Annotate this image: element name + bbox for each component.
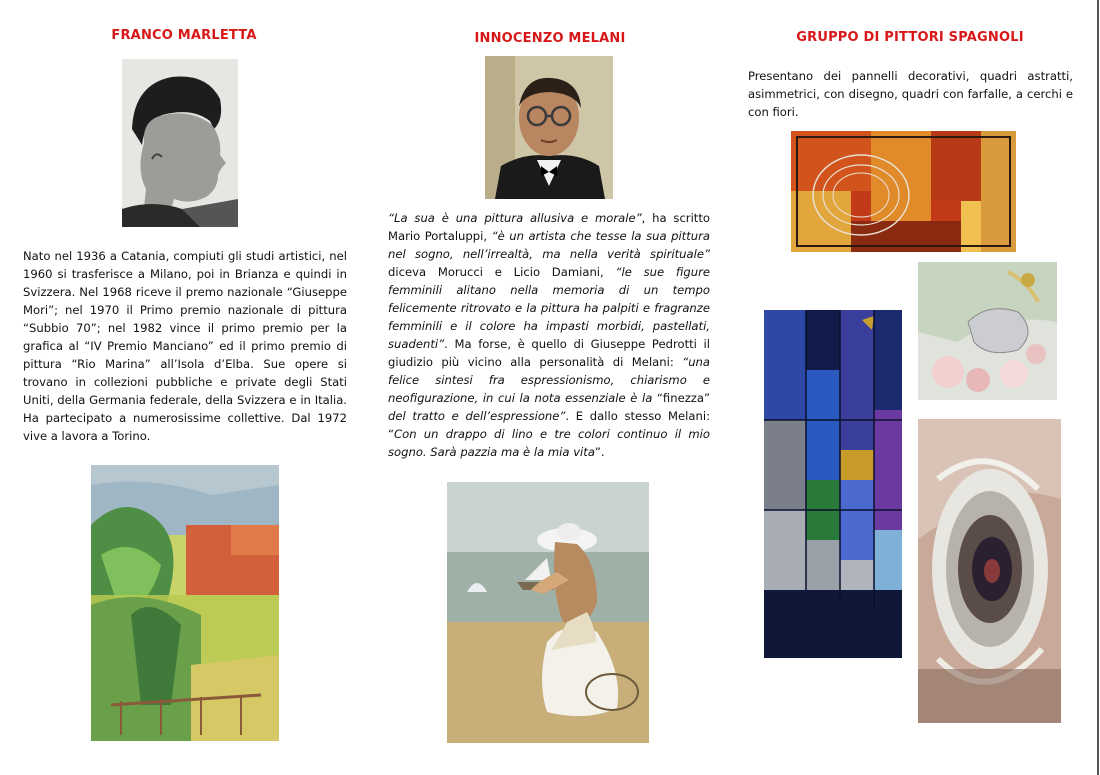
- spagnoli-flower-painting: [918, 262, 1057, 400]
- column-franco-marletta: [0, 0, 370, 775]
- melani-text-5: . E dallo stesso Melani: “: [388, 409, 710, 441]
- melani-title: INNOCENZO MELANI: [474, 31, 626, 46]
- melani-text-2: diceva Morucci e Licio Damiani,: [388, 265, 616, 279]
- melani-text-3: . Ma forse, è quello di Giuseppe Pedrotti il giudizio più vicino alla personalità di Melani:: [388, 337, 710, 369]
- marletta-title: FRANCO MARLETTA: [111, 28, 257, 43]
- spagnoli-title: GRUPPO DI PITTORI SPAGNOLI: [796, 30, 1024, 45]
- melani-quote-pedrotti-end: del tratto e dell’espressione”: [388, 409, 566, 423]
- melani-text-4: “finezza”: [656, 391, 710, 405]
- page-edge-line: [1097, 0, 1099, 775]
- spagnoli-decorative-panel: [791, 131, 1016, 252]
- melani-text-6: ”.: [594, 445, 605, 459]
- melani-quote-self: Con un drappo di lino e tre colori continuo il mio sogno. Sarà pazzia ma è la mia vita: [388, 427, 710, 459]
- melani-text-1: , ha scritto Mario Portaluppi,: [388, 211, 710, 243]
- marletta-landscape-painting: [91, 465, 279, 741]
- column-pittori-spagnoli: [730, 0, 1097, 775]
- marletta-portrait-photo: [122, 59, 238, 227]
- spagnoli-mosaic-painting: [764, 310, 902, 658]
- melani-girl-painting: [447, 482, 649, 743]
- melani-quote-portaluppi: “La sua è una pittura allusiva e morale”: [388, 211, 642, 225]
- melani-quote-morucci: “è un artista che tesse la sua pittura nel sogno, nell’irrealtà, ma nella verità spirituale”: [388, 229, 710, 261]
- marletta-biography: Nato nel 1936 a Catania, compiuti gli studi artistici, nel 1960 si trasferisce a Milano, poi in Brianza e quindi in Svizzera. Nel 1968 riceve il premo nazionale “Giuseppe Mori”; nel 1970 il Primo premio nazionale di pittura “Subbio 70”; nel 1982 vince il primo premio per la grafica al “IV Premio Manciano” ed il primo premio di pittura “Rio Marina” all’Isola d’Elba. Sue opere si trovano in collezioni pubbliche e private degli Stati Uniti, della Germania federale, della Svizzera e in Italia. Ha partecipato a numerosissime collettive. Dal 1972 vive a lavora a Torino.: [23, 249, 347, 443]
- melani-quote-damiani: “le sue figure femminili alitano nella memoria di un tempo felicemente ritrovato e la pittura ha palpiti e fragranze femminili e il colore ha impasti morbidi, pastellati, suadenti”: [388, 265, 710, 351]
- melani-critique-text: [388, 209, 710, 461]
- spagnoli-intro: Presentano dei pannelli decorativi, quadri astratti, asimmetrici, con disegno, quadri con farfalle, a cerchi e con fiori.: [748, 69, 1073, 119]
- spagnoli-circles-painting: [918, 419, 1061, 723]
- melani-quote-pedrotti: “una felice sintesi fra espressionismo, chiarismo e neofigurazione, in cui la nota essenziale è la: [388, 355, 710, 405]
- melani-portrait-photo: [485, 56, 613, 199]
- column-innocenzo-melani: [370, 0, 730, 775]
